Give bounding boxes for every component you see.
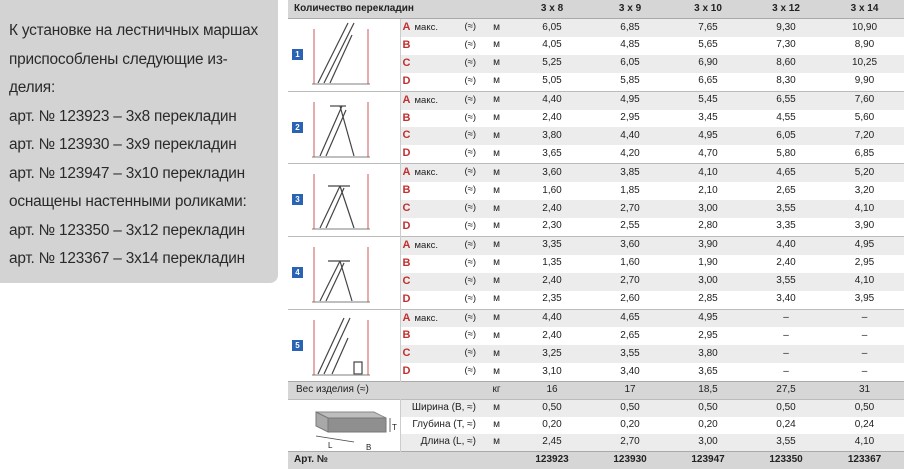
value-cell: 2,55 bbox=[620, 220, 640, 232]
approx-sign: (≈) bbox=[464, 56, 476, 68]
unit-cell: м bbox=[480, 164, 513, 182]
approx-sign: (≈) bbox=[464, 292, 476, 304]
value-cell: 4,65 bbox=[591, 309, 669, 327]
dimension-value: 4,10 bbox=[825, 434, 904, 451]
weight-value: 18,5 bbox=[669, 382, 747, 400]
value-cell: 2,85 bbox=[698, 293, 718, 305]
value-cell: 10,90 bbox=[825, 19, 904, 37]
value-cell: 2,10 bbox=[698, 184, 718, 196]
ladder-diagram bbox=[288, 309, 400, 382]
weight-value: 27,5 bbox=[747, 382, 825, 400]
value-cell: 3,40 bbox=[620, 365, 640, 377]
spec-table-wrapper bbox=[288, 0, 904, 465]
data-row bbox=[288, 19, 904, 37]
value-cell: 7,30 bbox=[776, 39, 796, 51]
value-cell: – bbox=[825, 309, 904, 327]
value-cell: 2,40 bbox=[513, 273, 591, 291]
unit-cell: кг bbox=[480, 382, 513, 400]
value-cell: 8,30 bbox=[776, 75, 796, 87]
dimension-label bbox=[400, 363, 480, 381]
approx-sign: (≈) bbox=[464, 184, 476, 196]
dimension-label bbox=[400, 19, 480, 37]
value-cell: 2,35 bbox=[542, 293, 562, 305]
dimension-letter: B bbox=[402, 184, 411, 197]
approx-sign: (≈) bbox=[464, 347, 476, 359]
value-cell: 4,10 bbox=[825, 273, 904, 291]
dimension-value: 0,20 bbox=[698, 418, 718, 430]
data-row bbox=[288, 164, 904, 182]
unit-cell: м bbox=[480, 309, 513, 327]
dimension-value: 3,55 bbox=[747, 434, 825, 451]
header-column: 3 x 14 bbox=[825, 0, 904, 19]
article-label: Арт. № bbox=[288, 451, 513, 468]
approx-sign: (≈) bbox=[464, 129, 476, 141]
approx-sign: (≈) bbox=[464, 166, 476, 178]
approx-sign: (≈) bbox=[464, 365, 476, 377]
value-cell: 3,60 bbox=[513, 164, 591, 182]
value-cell: 4,20 bbox=[620, 147, 640, 159]
unit-cell: м bbox=[493, 184, 500, 196]
dimension-label bbox=[400, 127, 480, 145]
approx-sign: (≈) bbox=[464, 274, 476, 286]
value-cell: 4,10 bbox=[825, 200, 904, 218]
header-column: 3 x 12 bbox=[747, 0, 825, 19]
approx-sign: (≈) bbox=[464, 311, 476, 323]
dimension-letter: B bbox=[402, 111, 411, 124]
value-cell: 2,95 bbox=[698, 329, 718, 341]
dimension-name: Ширина (B, ≈) bbox=[400, 400, 480, 417]
dimension-label bbox=[400, 218, 480, 236]
value-cell: 8,90 bbox=[854, 39, 875, 51]
dimension-label bbox=[400, 200, 480, 218]
header-column: 3 x 10 bbox=[669, 0, 747, 19]
dimension-label bbox=[400, 55, 480, 73]
dimension-value: 2,70 bbox=[591, 434, 669, 451]
value-cell: 3,80 bbox=[513, 127, 591, 145]
value-cell: 3,55 bbox=[591, 345, 669, 363]
note-line: арт. № 123923 – 3х8 перекладин bbox=[9, 107, 237, 125]
value-cell: 6,05 bbox=[591, 55, 669, 73]
dimension-letter: B bbox=[402, 38, 411, 51]
value-cell: – bbox=[861, 329, 868, 341]
dimension-value: 0,50 bbox=[669, 400, 747, 417]
value-cell: 7,20 bbox=[825, 127, 904, 145]
unit-cell: м bbox=[480, 236, 513, 254]
approx-sign: (≈) bbox=[464, 219, 476, 231]
value-cell: 6,55 bbox=[747, 91, 825, 109]
max-prefix: макс. bbox=[414, 167, 438, 179]
dimension-label bbox=[400, 327, 480, 345]
dimension-letter: D bbox=[402, 292, 411, 305]
unit-cell: м bbox=[493, 112, 500, 124]
value-cell: – bbox=[825, 345, 904, 363]
info-note bbox=[0, 0, 278, 283]
header-column: 3 x 8 bbox=[513, 0, 591, 19]
value-cell: 1,60 bbox=[620, 257, 640, 269]
dimension-label bbox=[400, 37, 480, 55]
value-cell: 4,95 bbox=[669, 309, 747, 327]
dimension-letter: D bbox=[402, 74, 411, 87]
unit-cell: м bbox=[493, 257, 500, 269]
dimension-letter: A bbox=[402, 93, 411, 106]
unit-cell: м bbox=[493, 418, 500, 430]
value-cell: 2,65 bbox=[776, 184, 796, 196]
dimension-label bbox=[400, 291, 480, 309]
value-cell: 5,65 bbox=[698, 39, 718, 51]
value-cell: 7,60 bbox=[825, 91, 904, 109]
unit-cell: м bbox=[493, 75, 500, 87]
value-cell: 4,95 bbox=[591, 91, 669, 109]
approx-sign: (≈) bbox=[464, 256, 476, 268]
value-cell: – bbox=[747, 309, 825, 327]
dimension-label bbox=[400, 73, 480, 91]
note-line: оснащены настенными роликами: bbox=[9, 193, 247, 210]
spec-table bbox=[288, 0, 904, 469]
unit-cell: м bbox=[493, 147, 500, 159]
value-cell: 2,70 bbox=[591, 273, 669, 291]
note-line: арт. № 123367 – 3х14 перекладин bbox=[9, 250, 245, 267]
dimension-letter: B bbox=[402, 256, 411, 269]
dimension-letter: C bbox=[402, 202, 411, 215]
value-cell: 3,80 bbox=[669, 345, 747, 363]
value-cell: 3,95 bbox=[854, 293, 875, 305]
value-cell: 1,60 bbox=[542, 184, 562, 196]
data-row bbox=[288, 91, 904, 109]
approx-sign: (≈) bbox=[464, 38, 476, 50]
config-badge: 4 bbox=[292, 267, 303, 278]
value-cell: 3,90 bbox=[669, 236, 747, 254]
max-prefix: макс. bbox=[414, 22, 438, 33]
unit-cell: м bbox=[480, 200, 513, 218]
value-cell: – bbox=[783, 365, 789, 377]
dimension-letter: D bbox=[402, 147, 411, 160]
ladder-diagram bbox=[288, 19, 400, 92]
dimension-label bbox=[400, 182, 480, 200]
dimension-label bbox=[400, 345, 480, 363]
dimension-label bbox=[400, 309, 480, 327]
value-cell: 3,55 bbox=[747, 200, 825, 218]
value-cell: 2,40 bbox=[542, 112, 562, 124]
value-cell: 3,35 bbox=[513, 236, 591, 254]
dimension-value: 0,50 bbox=[591, 400, 669, 417]
weight-value: 17 bbox=[591, 382, 669, 400]
value-cell: 3,65 bbox=[542, 147, 562, 159]
weight-label: Вес изделия (≈) bbox=[288, 382, 480, 400]
config-badge: 3 bbox=[292, 194, 303, 205]
ladder-diagram bbox=[288, 164, 400, 237]
value-cell: 3,35 bbox=[776, 220, 796, 232]
note-line: арт. № 123947 – 3х10 перекладин bbox=[9, 164, 245, 182]
article-number: 123923 bbox=[513, 451, 591, 468]
article-number: 123350 bbox=[747, 451, 825, 468]
value-cell: 3,00 bbox=[669, 200, 747, 218]
dimension-letter: C bbox=[402, 274, 411, 287]
dimension-letter: D bbox=[402, 219, 411, 232]
value-cell: 3,10 bbox=[542, 365, 562, 377]
dimension-label bbox=[400, 255, 480, 273]
approx-sign: (≈) bbox=[464, 329, 476, 341]
dimension-letter: A bbox=[402, 21, 411, 33]
value-cell: 6,85 bbox=[591, 19, 669, 37]
dimension-value: 3,00 bbox=[669, 434, 747, 451]
approx-sign: (≈) bbox=[464, 93, 476, 105]
note-line: К установке на лестничных маршах bbox=[9, 22, 259, 39]
dimension-letter: C bbox=[402, 129, 411, 142]
approx-sign: (≈) bbox=[464, 74, 476, 86]
value-cell: 3,20 bbox=[854, 184, 875, 196]
approx-sign: (≈) bbox=[464, 21, 476, 32]
value-cell: 4,95 bbox=[669, 127, 747, 145]
header-row bbox=[288, 0, 904, 19]
dimension-label bbox=[400, 273, 480, 291]
value-cell: 2,40 bbox=[776, 257, 796, 269]
config-badge: 5 bbox=[292, 340, 303, 351]
value-cell: 5,05 bbox=[542, 75, 562, 87]
unit-cell: м bbox=[480, 55, 513, 73]
value-cell: 3,00 bbox=[669, 273, 747, 291]
article-number: 123947 bbox=[669, 451, 747, 468]
dimension-value: 0,20 bbox=[620, 418, 640, 430]
unit-cell: м bbox=[480, 127, 513, 145]
config-badge: 1 bbox=[292, 49, 303, 60]
note-line: арт. № 123930 – 3х9 перекладин bbox=[9, 136, 237, 153]
dimension-name: Длина (L, ≈) bbox=[400, 434, 480, 451]
value-cell: 4,05 bbox=[542, 39, 562, 51]
value-cell: 2,80 bbox=[698, 220, 718, 232]
value-cell: 2,60 bbox=[620, 293, 640, 305]
value-cell: – bbox=[783, 329, 789, 341]
value-cell: 5,60 bbox=[854, 112, 875, 124]
value-cell: 9,90 bbox=[854, 75, 875, 87]
header-label: Количество перекладин bbox=[288, 0, 513, 19]
value-cell: 5,20 bbox=[825, 164, 904, 182]
value-cell: 4,40 bbox=[513, 309, 591, 327]
value-cell: 4,95 bbox=[825, 236, 904, 254]
value-cell: 1,35 bbox=[542, 257, 562, 269]
unit-cell: м bbox=[480, 19, 513, 37]
config-badge: 2 bbox=[292, 122, 303, 133]
value-cell: 2,40 bbox=[542, 329, 562, 341]
value-cell: 6,85 bbox=[854, 147, 875, 159]
value-cell: 6,05 bbox=[747, 127, 825, 145]
approx-sign: (≈) bbox=[464, 238, 476, 250]
unit-cell: м bbox=[480, 434, 513, 451]
note-line: делия: bbox=[9, 79, 56, 96]
value-cell: 2,70 bbox=[591, 200, 669, 218]
value-cell: 3,90 bbox=[854, 220, 875, 232]
data-row bbox=[288, 309, 904, 327]
dimension-letter: A bbox=[402, 166, 411, 179]
dimension-letter: D bbox=[402, 365, 411, 378]
unit-cell: м bbox=[493, 39, 500, 51]
dimension-letter: B bbox=[402, 329, 411, 342]
weight-value: 31 bbox=[825, 382, 904, 400]
unit-cell: м bbox=[493, 293, 500, 305]
value-cell: – bbox=[747, 345, 825, 363]
value-cell: 2,30 bbox=[542, 220, 562, 232]
weight-value: 16 bbox=[513, 382, 591, 400]
dimension-value: 0,50 bbox=[747, 400, 825, 417]
value-cell: 2,65 bbox=[620, 329, 640, 341]
value-cell: 5,45 bbox=[669, 91, 747, 109]
value-cell: 3,40 bbox=[776, 293, 796, 305]
dimension-label bbox=[400, 145, 480, 163]
value-cell: 6,65 bbox=[698, 75, 718, 87]
dimension-label bbox=[400, 236, 480, 254]
article-row bbox=[288, 451, 904, 468]
dimension-row bbox=[288, 400, 904, 417]
value-cell: 6,05 bbox=[513, 19, 591, 37]
value-cell: 3,60 bbox=[591, 236, 669, 254]
dimension-label bbox=[400, 110, 480, 128]
dimension-value: 0,20 bbox=[542, 418, 562, 430]
unit-cell: м bbox=[480, 345, 513, 363]
dimension-label bbox=[400, 164, 480, 182]
value-cell: 3,25 bbox=[513, 345, 591, 363]
value-cell: 2,95 bbox=[620, 112, 640, 124]
unit-cell: м bbox=[480, 400, 513, 417]
value-cell: 6,90 bbox=[669, 55, 747, 73]
unit-cell: м bbox=[493, 220, 500, 232]
ladder-diagram bbox=[288, 236, 400, 309]
unit-cell: м bbox=[480, 91, 513, 109]
dimension-letter: A bbox=[402, 311, 411, 324]
value-cell: 4,55 bbox=[776, 112, 796, 124]
value-cell: 7,65 bbox=[669, 19, 747, 37]
value-cell: 4,70 bbox=[698, 147, 718, 159]
box-letter-l: L bbox=[328, 441, 333, 451]
max-prefix: макс. bbox=[414, 312, 438, 324]
box-letter-t: T bbox=[392, 423, 397, 433]
value-cell: 4,40 bbox=[513, 91, 591, 109]
box-letter-b: B bbox=[366, 443, 372, 452]
ladder-diagram bbox=[288, 91, 400, 164]
data-row bbox=[288, 236, 904, 254]
dimension-value: 0,50 bbox=[825, 400, 904, 417]
value-cell: 4,40 bbox=[591, 127, 669, 145]
value-cell: 10,25 bbox=[825, 55, 904, 73]
value-cell: 5,85 bbox=[620, 75, 640, 87]
value-cell: 3,65 bbox=[698, 365, 718, 377]
value-cell: 4,65 bbox=[747, 164, 825, 182]
dimension-label bbox=[400, 91, 480, 109]
article-number: 123367 bbox=[825, 451, 904, 468]
value-cell: 2,40 bbox=[513, 200, 591, 218]
dimension-letter: A bbox=[402, 238, 411, 251]
value-cell: 5,80 bbox=[776, 147, 796, 159]
unit-cell: м bbox=[480, 273, 513, 291]
value-cell: 3,85 bbox=[591, 164, 669, 182]
approx-sign: (≈) bbox=[464, 202, 476, 214]
max-prefix: макс. bbox=[414, 94, 438, 106]
article-number: 123930 bbox=[591, 451, 669, 468]
value-cell: – bbox=[861, 365, 868, 377]
value-cell: 2,95 bbox=[854, 257, 875, 269]
value-cell: 9,30 bbox=[747, 19, 825, 37]
value-cell: 5,25 bbox=[513, 55, 591, 73]
value-cell: 1,90 bbox=[698, 257, 718, 269]
header-column: 3 x 9 bbox=[591, 0, 669, 19]
value-cell: 3,55 bbox=[747, 273, 825, 291]
value-cell: 3,45 bbox=[698, 112, 718, 124]
approx-sign: (≈) bbox=[464, 147, 476, 159]
value-cell: 4,85 bbox=[620, 39, 640, 51]
weight-row bbox=[288, 382, 904, 400]
value-cell: 4,40 bbox=[747, 236, 825, 254]
dimension-name: Глубина (T, ≈) bbox=[412, 418, 476, 430]
value-cell: 1,85 bbox=[620, 184, 640, 196]
package-diagram bbox=[288, 400, 400, 452]
dimension-value: 0,24 bbox=[776, 418, 796, 430]
dimension-value: 0,24 bbox=[854, 418, 875, 430]
dimension-value: 2,45 bbox=[513, 434, 591, 451]
dimension-letter: C bbox=[402, 56, 411, 69]
value-cell: 8,60 bbox=[747, 55, 825, 73]
approx-sign: (≈) bbox=[464, 111, 476, 123]
dimension-letter: C bbox=[402, 347, 411, 360]
unit-cell: м bbox=[493, 365, 500, 377]
value-cell: 4,10 bbox=[669, 164, 747, 182]
dimension-value: 0,50 bbox=[513, 400, 591, 417]
max-prefix: макс. bbox=[414, 239, 438, 251]
note-line: приспособлены следующие из- bbox=[9, 50, 228, 68]
unit-cell: м bbox=[493, 329, 500, 341]
note-line: арт. № 123350 – 3х12 перекладин bbox=[9, 221, 245, 239]
